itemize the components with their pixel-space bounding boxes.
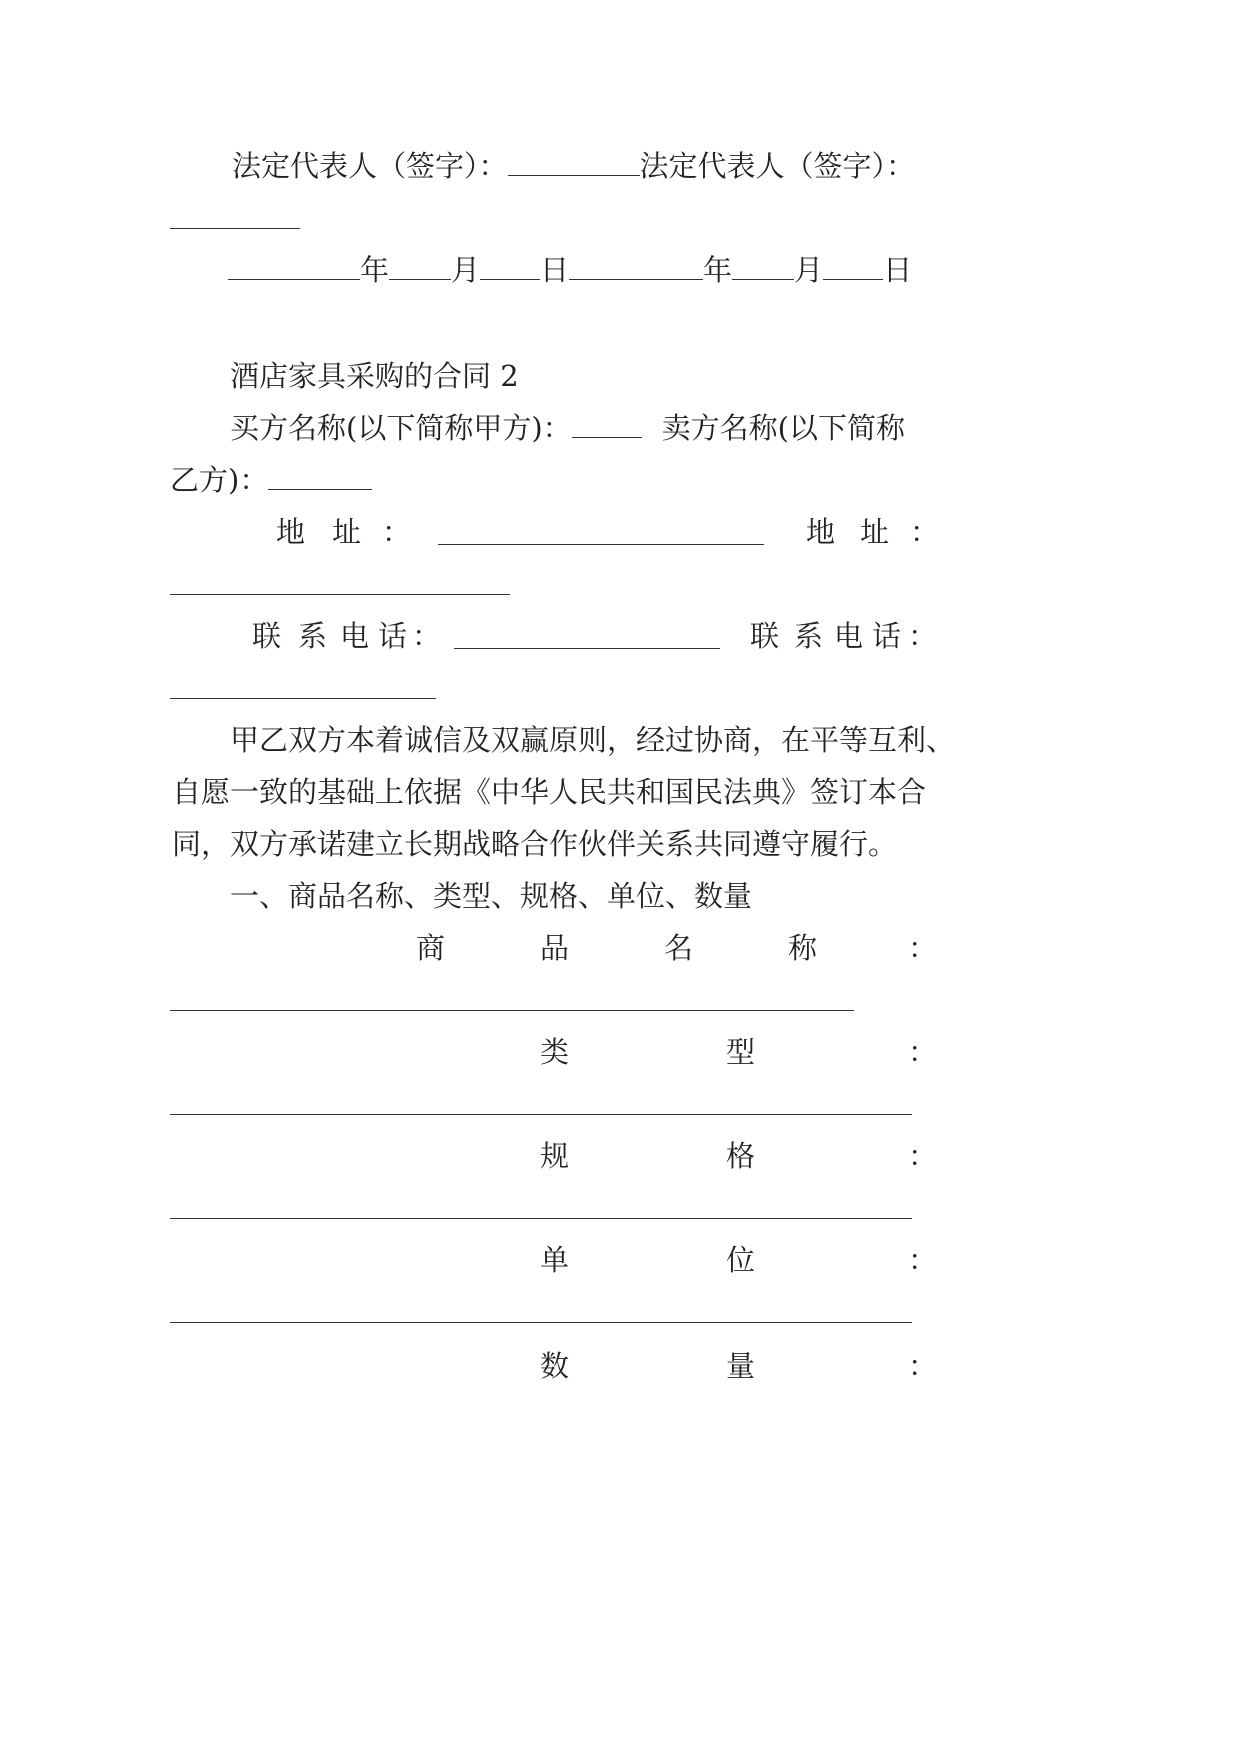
address-b-char-1: 地	[806, 515, 836, 549]
legal-rep-blank-b[interactable]	[170, 228, 300, 229]
legal-rep-label-a: 法定代表人（签字）：	[232, 149, 508, 183]
phone-b-char-4: 话	[872, 619, 902, 653]
phone-b-blank[interactable]	[170, 698, 436, 699]
unit-char-2: 位	[726, 1243, 756, 1277]
phone-a-char-3: 电	[340, 619, 370, 653]
date-b-month-blank[interactable]	[732, 251, 794, 280]
product-name-char-2: 品	[540, 931, 570, 965]
legal-rep-label-b: 法定代表人（签字）：	[639, 149, 916, 183]
seller-name-blank[interactable]	[268, 461, 372, 490]
paragraph-line-1: 甲乙双方本着诚信及双赢原则，经过协商，在平等互利、	[230, 723, 956, 757]
product-name-char-3: 名	[664, 931, 694, 965]
seller-label-cont: 乙方)：	[170, 463, 269, 497]
seller-label: 卖方名称(以下简称	[661, 411, 905, 445]
buyer-label: 买方名称(以下简称甲方)：	[230, 411, 572, 445]
address-b-blank[interactable]	[170, 594, 510, 595]
signature-row	[232, 146, 915, 186]
address-a-colon: ：	[382, 515, 412, 549]
type-char-1: 类	[540, 1035, 570, 1069]
phone-a-blank[interactable]	[454, 648, 720, 649]
phone-a-colon: ：	[412, 619, 442, 653]
date-row	[228, 250, 912, 290]
date-a-month: 月	[451, 253, 481, 287]
product-name-blank[interactable]	[170, 1010, 854, 1011]
type-char-2: 型	[726, 1035, 756, 1069]
date-a-year: 年	[360, 253, 390, 287]
unit-colon: ：	[908, 1243, 938, 1277]
unit-char-1: 单	[540, 1243, 570, 1277]
legal-rep-blank-a[interactable]	[508, 147, 640, 176]
date-b-month: 月	[794, 253, 824, 287]
phone-a-char-2: 系	[298, 619, 328, 653]
date-b-year: 年	[703, 253, 733, 287]
quantity-char-1: 数	[540, 1349, 570, 1383]
date-a-year-blank[interactable]	[228, 251, 360, 280]
phone-a-char-1: 联	[252, 619, 282, 653]
quantity-colon: ：	[908, 1349, 938, 1383]
unit-blank[interactable]	[170, 1322, 912, 1323]
date-b-day-blank[interactable]	[823, 251, 883, 280]
phone-b-char-1: 联	[750, 619, 780, 653]
type-colon: ：	[908, 1035, 938, 1069]
address-a-char-1: 地	[276, 515, 306, 549]
address-b-colon: ：	[910, 515, 940, 549]
date-a-day: 日	[540, 253, 570, 287]
phone-a-char-4: 话	[378, 619, 408, 653]
phone-b-colon: ：	[908, 619, 938, 653]
spec-colon: ：	[908, 1139, 938, 1173]
seller-row-cont	[170, 460, 372, 500]
spec-char-1: 规	[540, 1139, 570, 1173]
date-a-month-blank[interactable]	[389, 251, 451, 280]
buyer-seller-row	[230, 408, 905, 448]
product-name-char-4: 称	[788, 931, 818, 965]
product-name-char-1: 商	[416, 931, 446, 965]
section-1-title: 一、商品名称、类型、规格、单位、数量	[230, 879, 753, 913]
contract-title: 酒店家具采购的合同 2	[230, 359, 519, 393]
spec-char-2: 格	[726, 1139, 756, 1173]
phone-b-char-3: 电	[834, 619, 864, 653]
paragraph-line-3: 同，双方承诺建立长期战略合作伙伴关系共同遵守履行。	[172, 827, 898, 861]
address-a-blank[interactable]	[438, 544, 764, 545]
address-a-char-2: 址	[332, 515, 362, 549]
address-b-char-2: 址	[860, 515, 890, 549]
buyer-name-blank[interactable]	[572, 409, 642, 438]
type-blank[interactable]	[170, 1114, 912, 1115]
quantity-char-2: 量	[726, 1349, 756, 1383]
paragraph-line-2: 自愿一致的基础上依据《中华人民共和国民法典》签订本合	[172, 775, 927, 809]
phone-b-char-2: 系	[794, 619, 824, 653]
product-name-colon: ：	[908, 931, 938, 965]
date-b-year-blank[interactable]	[569, 251, 703, 280]
date-b-day: 日	[883, 253, 913, 287]
date-a-day-blank[interactable]	[480, 251, 540, 280]
spec-blank[interactable]	[170, 1218, 912, 1219]
